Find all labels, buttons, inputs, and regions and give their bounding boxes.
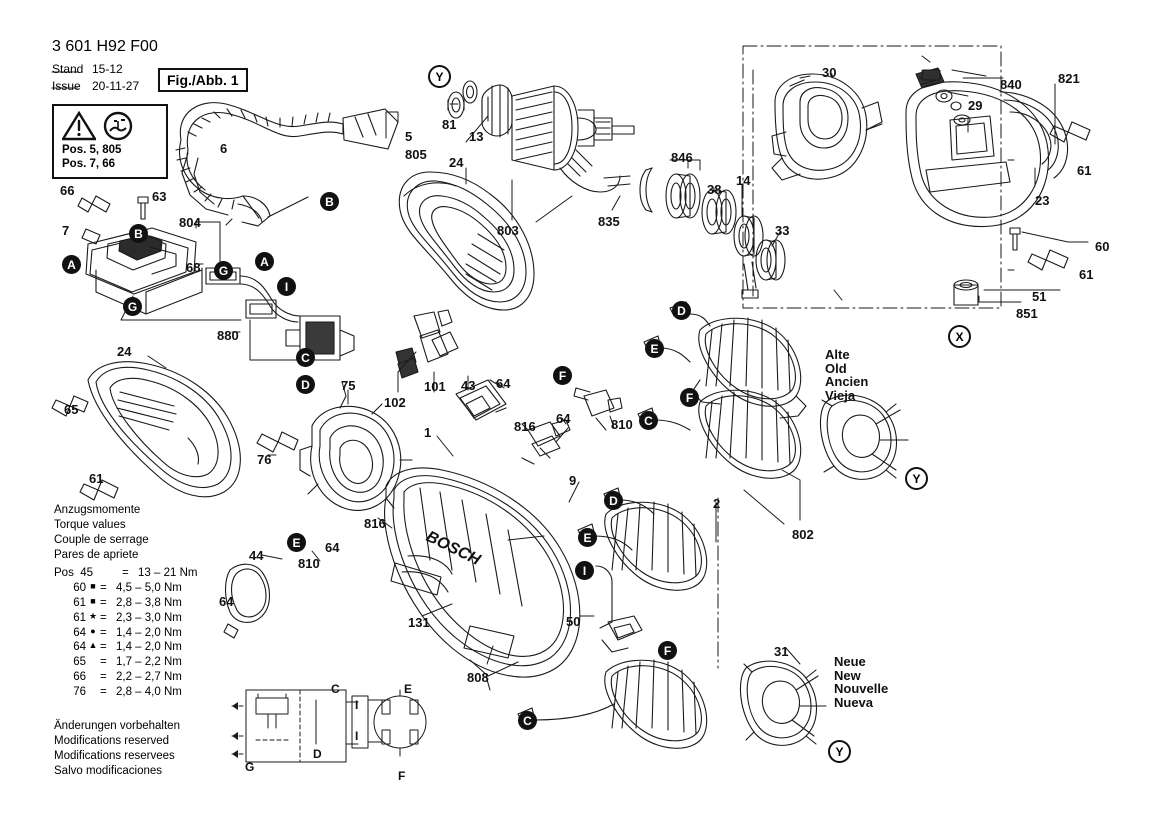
torque-row bbox=[54, 611, 197, 626]
wiring-label-d: D bbox=[313, 747, 322, 761]
callout-64: 64 bbox=[556, 411, 571, 426]
callout-31: 31 bbox=[774, 644, 789, 659]
marker-a: A bbox=[62, 255, 81, 274]
torque-row-mark: ■ bbox=[90, 595, 96, 606]
torque-row-pos: 61 bbox=[73, 611, 86, 624]
callout-101: 101 bbox=[424, 379, 446, 394]
torque-row bbox=[54, 596, 197, 611]
torque-row-equals: = bbox=[100, 596, 107, 609]
torque-title-en: Torque values bbox=[54, 518, 126, 531]
torque-row-mark bbox=[86, 655, 100, 670]
torque-title-fr: Couple de serrage bbox=[54, 533, 149, 546]
torque-title-es: Pares de apriete bbox=[54, 548, 139, 561]
warning-triangle-icon bbox=[62, 111, 96, 141]
marker-f: F bbox=[680, 388, 699, 407]
torque-row-pos: 64 bbox=[73, 626, 86, 639]
annotation-alte-old: Alte Old Ancien Vieja bbox=[825, 347, 869, 403]
marker-c: C bbox=[639, 411, 658, 430]
marker-g: G bbox=[214, 261, 233, 280]
torque-row-equals: = bbox=[100, 671, 107, 684]
marker-g: G bbox=[123, 297, 142, 316]
callout-821: 821 bbox=[1058, 71, 1080, 86]
callout-816: 816 bbox=[514, 419, 536, 434]
callout-805: 805 bbox=[405, 147, 427, 162]
callout-803: 803 bbox=[497, 223, 519, 238]
marker-e: E bbox=[578, 528, 597, 547]
torque-title-de: Anzugsmomente bbox=[54, 504, 141, 516]
callout-5: 5 bbox=[405, 129, 413, 144]
callout-51: 51 bbox=[1032, 289, 1047, 304]
footer-line-en: Modifications reserved bbox=[54, 734, 170, 747]
marker-d: D bbox=[296, 375, 315, 394]
callout-61: 61 bbox=[89, 471, 104, 486]
brand-logo: BOSCH bbox=[423, 528, 483, 569]
callout-63: 63 bbox=[152, 189, 167, 204]
torque-row-equals: = bbox=[100, 656, 107, 669]
wiring-label-f: F bbox=[398, 769, 406, 783]
marker-b: B bbox=[129, 224, 148, 243]
callout-7: 7 bbox=[62, 223, 70, 238]
part-number: 3 601 H92 F00 bbox=[52, 38, 158, 55]
torque-row bbox=[54, 670, 197, 685]
figure-label: Fig./Abb. 1 bbox=[158, 68, 248, 92]
torque-row-mark: ★ bbox=[88, 610, 98, 621]
callout-64: 64 bbox=[325, 540, 340, 555]
issue-date: 20-11-27 bbox=[92, 79, 140, 93]
stand-label: Stand bbox=[52, 62, 84, 76]
torque-row-pos: Pos 45 bbox=[54, 566, 93, 579]
callout-24: 24 bbox=[117, 344, 132, 359]
callout-76: 76 bbox=[257, 452, 272, 467]
callout-29: 29 bbox=[968, 98, 983, 113]
callout-64: 64 bbox=[496, 376, 511, 391]
callout-68: 68 bbox=[186, 260, 201, 275]
callout-23: 23 bbox=[1035, 193, 1050, 208]
stand-date: 15-12 bbox=[92, 62, 123, 76]
marker-i: I bbox=[277, 277, 296, 296]
marker-d: D bbox=[604, 491, 623, 510]
torque-row-equals: = bbox=[100, 626, 107, 639]
torque-row bbox=[54, 566, 197, 581]
marker-c: C bbox=[518, 711, 537, 730]
callout-61: 61 bbox=[1077, 163, 1092, 178]
callout-38: 38 bbox=[707, 182, 722, 197]
callout-804: 804 bbox=[179, 215, 201, 230]
marker-a: A bbox=[255, 252, 274, 271]
marker-y: Y bbox=[905, 467, 928, 490]
footer-line-de: Änderungen vorbehalten bbox=[54, 720, 180, 732]
torque-row-equals: = bbox=[100, 581, 107, 594]
torque-row-mark bbox=[86, 670, 100, 685]
wiring-label-i: I bbox=[355, 698, 359, 712]
torque-row bbox=[54, 581, 197, 596]
callout-2: 2 bbox=[713, 496, 721, 511]
torque-row-equals: = bbox=[100, 611, 107, 624]
torque-row-value: 4,5 – 5,0 Nm bbox=[116, 581, 182, 594]
torque-row-mark: ● bbox=[90, 625, 96, 636]
callout-66: 66 bbox=[60, 183, 75, 198]
torque-row-value: 2,2 – 2,7 Nm bbox=[116, 671, 182, 684]
callout-14: 14 bbox=[736, 173, 751, 188]
callout-44: 44 bbox=[249, 548, 264, 563]
callout-33: 33 bbox=[775, 223, 790, 238]
torque-row-mark bbox=[86, 685, 100, 700]
callout-810: 810 bbox=[611, 417, 633, 432]
callout-102: 102 bbox=[384, 395, 406, 410]
torque-row-value: 1,4 – 2,0 Nm bbox=[116, 641, 182, 654]
callout-24: 24 bbox=[449, 155, 464, 170]
marker-f: F bbox=[658, 641, 677, 660]
marker-e: E bbox=[287, 533, 306, 552]
callout-880: 880 bbox=[217, 328, 239, 343]
callout-43: 43 bbox=[461, 378, 476, 393]
callout-75: 75 bbox=[341, 378, 356, 393]
torque-row-pos: 76 bbox=[73, 686, 86, 699]
read-manual-icon bbox=[102, 111, 134, 141]
wiring-label-i: I bbox=[355, 729, 359, 743]
marker-f: F bbox=[553, 366, 572, 385]
torque-row bbox=[54, 655, 197, 670]
marker-b: B bbox=[320, 192, 339, 211]
callout-802: 802 bbox=[792, 527, 814, 542]
torque-row-equals: = bbox=[122, 566, 129, 579]
torque-row-value: 1,7 – 2,2 Nm bbox=[116, 656, 182, 669]
marker-e: E bbox=[645, 339, 664, 358]
callout-846: 846 bbox=[671, 150, 693, 165]
callout-81: 81 bbox=[442, 117, 457, 132]
callout-60: 60 bbox=[1095, 239, 1110, 254]
torque-values-block bbox=[54, 503, 197, 700]
torque-row bbox=[54, 685, 197, 700]
callout-6: 6 bbox=[220, 141, 228, 156]
callout-1: 1 bbox=[424, 425, 432, 440]
wiring-label-g: G bbox=[245, 760, 255, 774]
marker-c: C bbox=[296, 348, 315, 367]
torque-row-equals: = bbox=[100, 686, 107, 699]
warning-pos-line-2: Pos. 7, 66 bbox=[62, 158, 116, 171]
marker-y: Y bbox=[428, 65, 451, 88]
callout-816: 816 bbox=[364, 516, 386, 531]
footer-line-es: Salvo modificaciones bbox=[54, 764, 163, 777]
issue-label: Issue bbox=[52, 79, 81, 93]
footer-line-fr: Modifications reservees bbox=[54, 749, 175, 762]
warning-box bbox=[52, 104, 168, 179]
torque-row-pos: 61 bbox=[73, 596, 86, 609]
torque-row-mark: ■ bbox=[90, 580, 96, 591]
torque-row-value: 1,4 – 2,0 Nm bbox=[116, 626, 182, 639]
callout-835: 835 bbox=[598, 214, 620, 229]
callout-840: 840 bbox=[1000, 77, 1022, 92]
callout-65: 65 bbox=[64, 402, 79, 417]
marker-x: X bbox=[948, 325, 971, 348]
callout-13: 13 bbox=[469, 129, 484, 144]
wiring-label-e: E bbox=[404, 682, 413, 696]
callout-9: 9 bbox=[569, 473, 577, 488]
callout-50: 50 bbox=[566, 614, 581, 629]
torque-row-pos: 66 bbox=[73, 671, 86, 684]
callout-61: 61 bbox=[1079, 267, 1094, 282]
marker-i: I bbox=[575, 561, 594, 580]
callout-851: 851 bbox=[1016, 306, 1038, 321]
torque-row-value: 2,8 – 4,0 Nm bbox=[116, 686, 182, 699]
callout-808: 808 bbox=[467, 670, 489, 685]
torque-row-pos: 60 bbox=[73, 581, 86, 594]
torque-row-value: 2,3 – 3,0 Nm bbox=[116, 611, 182, 624]
torque-row-pos: 65 bbox=[73, 656, 86, 669]
callout-131: 131 bbox=[408, 615, 430, 630]
marker-d: D bbox=[672, 301, 691, 320]
annotation-neue-new: Neue New Nouvelle Nueva bbox=[834, 654, 889, 710]
torque-row-mark: ▲ bbox=[88, 640, 98, 651]
callout-30: 30 bbox=[822, 65, 837, 80]
callout-64: 64 bbox=[219, 594, 234, 609]
torque-row-mark bbox=[108, 566, 122, 581]
callout-810: 810 bbox=[298, 556, 320, 571]
torque-row-pos: 64 bbox=[73, 641, 86, 654]
torque-row-value: 13 – 21 Nm bbox=[138, 566, 198, 579]
marker-y: Y bbox=[828, 740, 851, 763]
warning-pos-line-1: Pos. 5, 805 bbox=[62, 144, 122, 156]
torque-row-value: 2,8 – 3,8 Nm bbox=[116, 596, 182, 609]
footer-block bbox=[54, 719, 180, 779]
torque-row bbox=[54, 626, 197, 641]
torque-row-equals: = bbox=[100, 641, 107, 654]
torque-row bbox=[54, 640, 197, 655]
wiring-label-c: C bbox=[331, 682, 340, 696]
